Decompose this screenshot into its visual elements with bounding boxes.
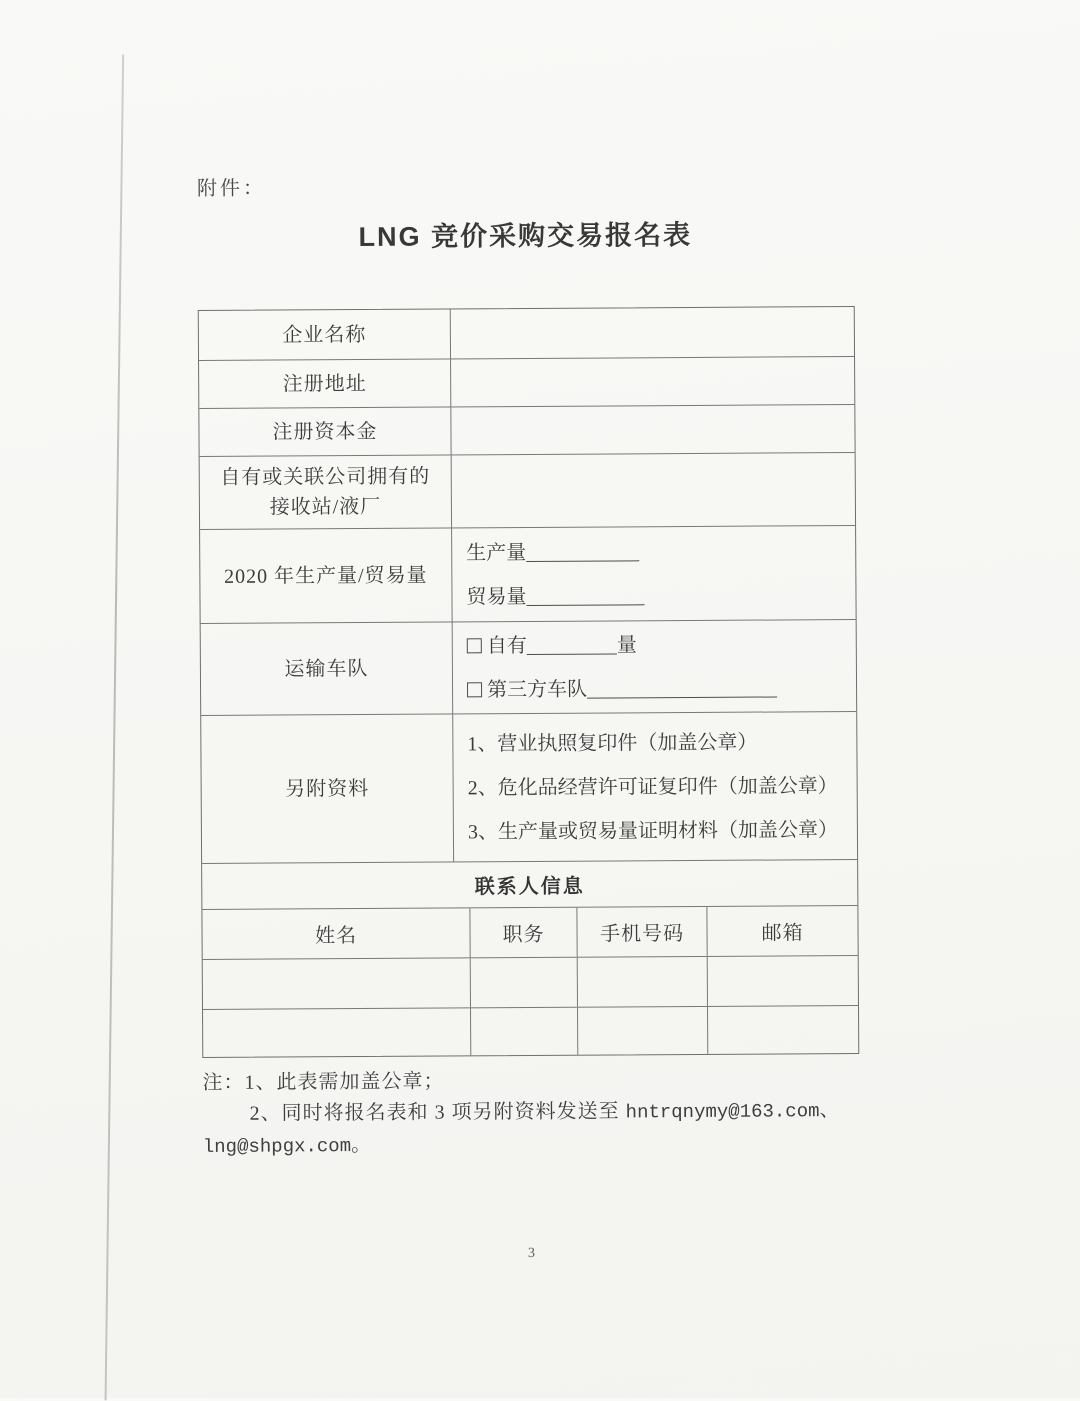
label-attached-documents: 另附资料 xyxy=(201,714,454,863)
own-fleet-option: 自有 量 xyxy=(467,628,856,660)
contact-cell xyxy=(707,956,858,1006)
checkbox-icon xyxy=(467,682,482,697)
row-2020-volume xyxy=(200,525,856,623)
column-header-mobile: 手机号码 xyxy=(576,907,706,957)
row-registered-capital xyxy=(199,404,854,456)
third-party-fleet-option: 第三方车队 xyxy=(467,672,856,704)
row-company-name xyxy=(199,307,854,360)
page-title: LNG 竞价采购交易报名表 xyxy=(358,219,693,253)
contact-cell xyxy=(470,958,577,1008)
note-line-1: 注：1、此表需加盖公章； xyxy=(202,1070,445,1094)
value-registered-address xyxy=(451,357,854,406)
contact-cell xyxy=(707,1006,858,1054)
value-registered-capital xyxy=(451,405,854,454)
blank-line xyxy=(587,678,777,698)
value-terminal-plant xyxy=(452,453,855,527)
trade-volume-field: 贸易量 xyxy=(466,579,855,611)
column-header-email: 邮箱 xyxy=(706,906,857,956)
note-line-3: lng@shpgx.com。 xyxy=(202,1133,373,1158)
contact-cell xyxy=(577,957,707,1007)
column-header-name: 姓名 xyxy=(314,925,358,948)
contact-empty-row xyxy=(203,955,858,1009)
email-address: hntrqnymy@163.com xyxy=(625,1100,820,1124)
row-registered-address xyxy=(199,356,854,408)
note-line-2: 2、同时将报名表和 3 项另附资料发送至 hntrqnymy@163.com、 xyxy=(249,1099,841,1125)
contact-info-header: 联系人信息 xyxy=(202,859,857,909)
contact-cell xyxy=(203,958,470,1009)
blank-line xyxy=(526,542,639,562)
value-attached-documents xyxy=(453,712,857,861)
row-transport-fleet xyxy=(201,619,857,715)
label-company-name: 企业名称 xyxy=(199,309,451,360)
contact-empty-row xyxy=(203,1005,858,1057)
value-transport-fleet xyxy=(453,620,857,713)
blank-line xyxy=(527,635,617,655)
label-transport-fleet: 运输车队 xyxy=(201,622,454,715)
contact-columns-row xyxy=(202,905,857,959)
row-attached-documents xyxy=(201,711,857,863)
label-registered-address: 注册地址 xyxy=(199,359,451,408)
checkbox-icon xyxy=(467,638,482,653)
attachment-label: 附件： xyxy=(196,177,267,201)
value-2020-volume xyxy=(452,526,856,621)
column-header-position: 职务 xyxy=(469,908,576,958)
blank-line xyxy=(526,586,644,606)
email-address: lng@shpgx.com xyxy=(202,1135,352,1158)
footnotes xyxy=(202,1064,903,1163)
label-registered-capital: 注册资本金 xyxy=(199,407,451,456)
contact-cell xyxy=(203,1008,470,1057)
contact-cell xyxy=(470,1008,577,1056)
page-number: 3 xyxy=(527,1245,536,1262)
contact-cell xyxy=(577,1007,707,1055)
production-volume-field: 生产量 xyxy=(466,535,855,567)
paper-edge-shadow xyxy=(105,54,125,1400)
label-terminal-plant: 自有或关联公司拥有的 接收站/液厂 xyxy=(200,455,452,529)
attached-document-item: 3、生产量或贸易量证明材料（加盖公章） xyxy=(467,818,838,843)
value-company-name xyxy=(451,307,854,358)
label-2020-volume: 2020 年生产量/贸易量 xyxy=(200,528,453,623)
attached-document-item: 1、营业执照复印件（加盖公章） xyxy=(467,731,758,755)
attached-document-item: 2、危化品经营许可证复印件（加盖公章） xyxy=(467,774,838,799)
registration-form-table xyxy=(198,306,860,1058)
row-terminal-plant xyxy=(200,452,855,529)
